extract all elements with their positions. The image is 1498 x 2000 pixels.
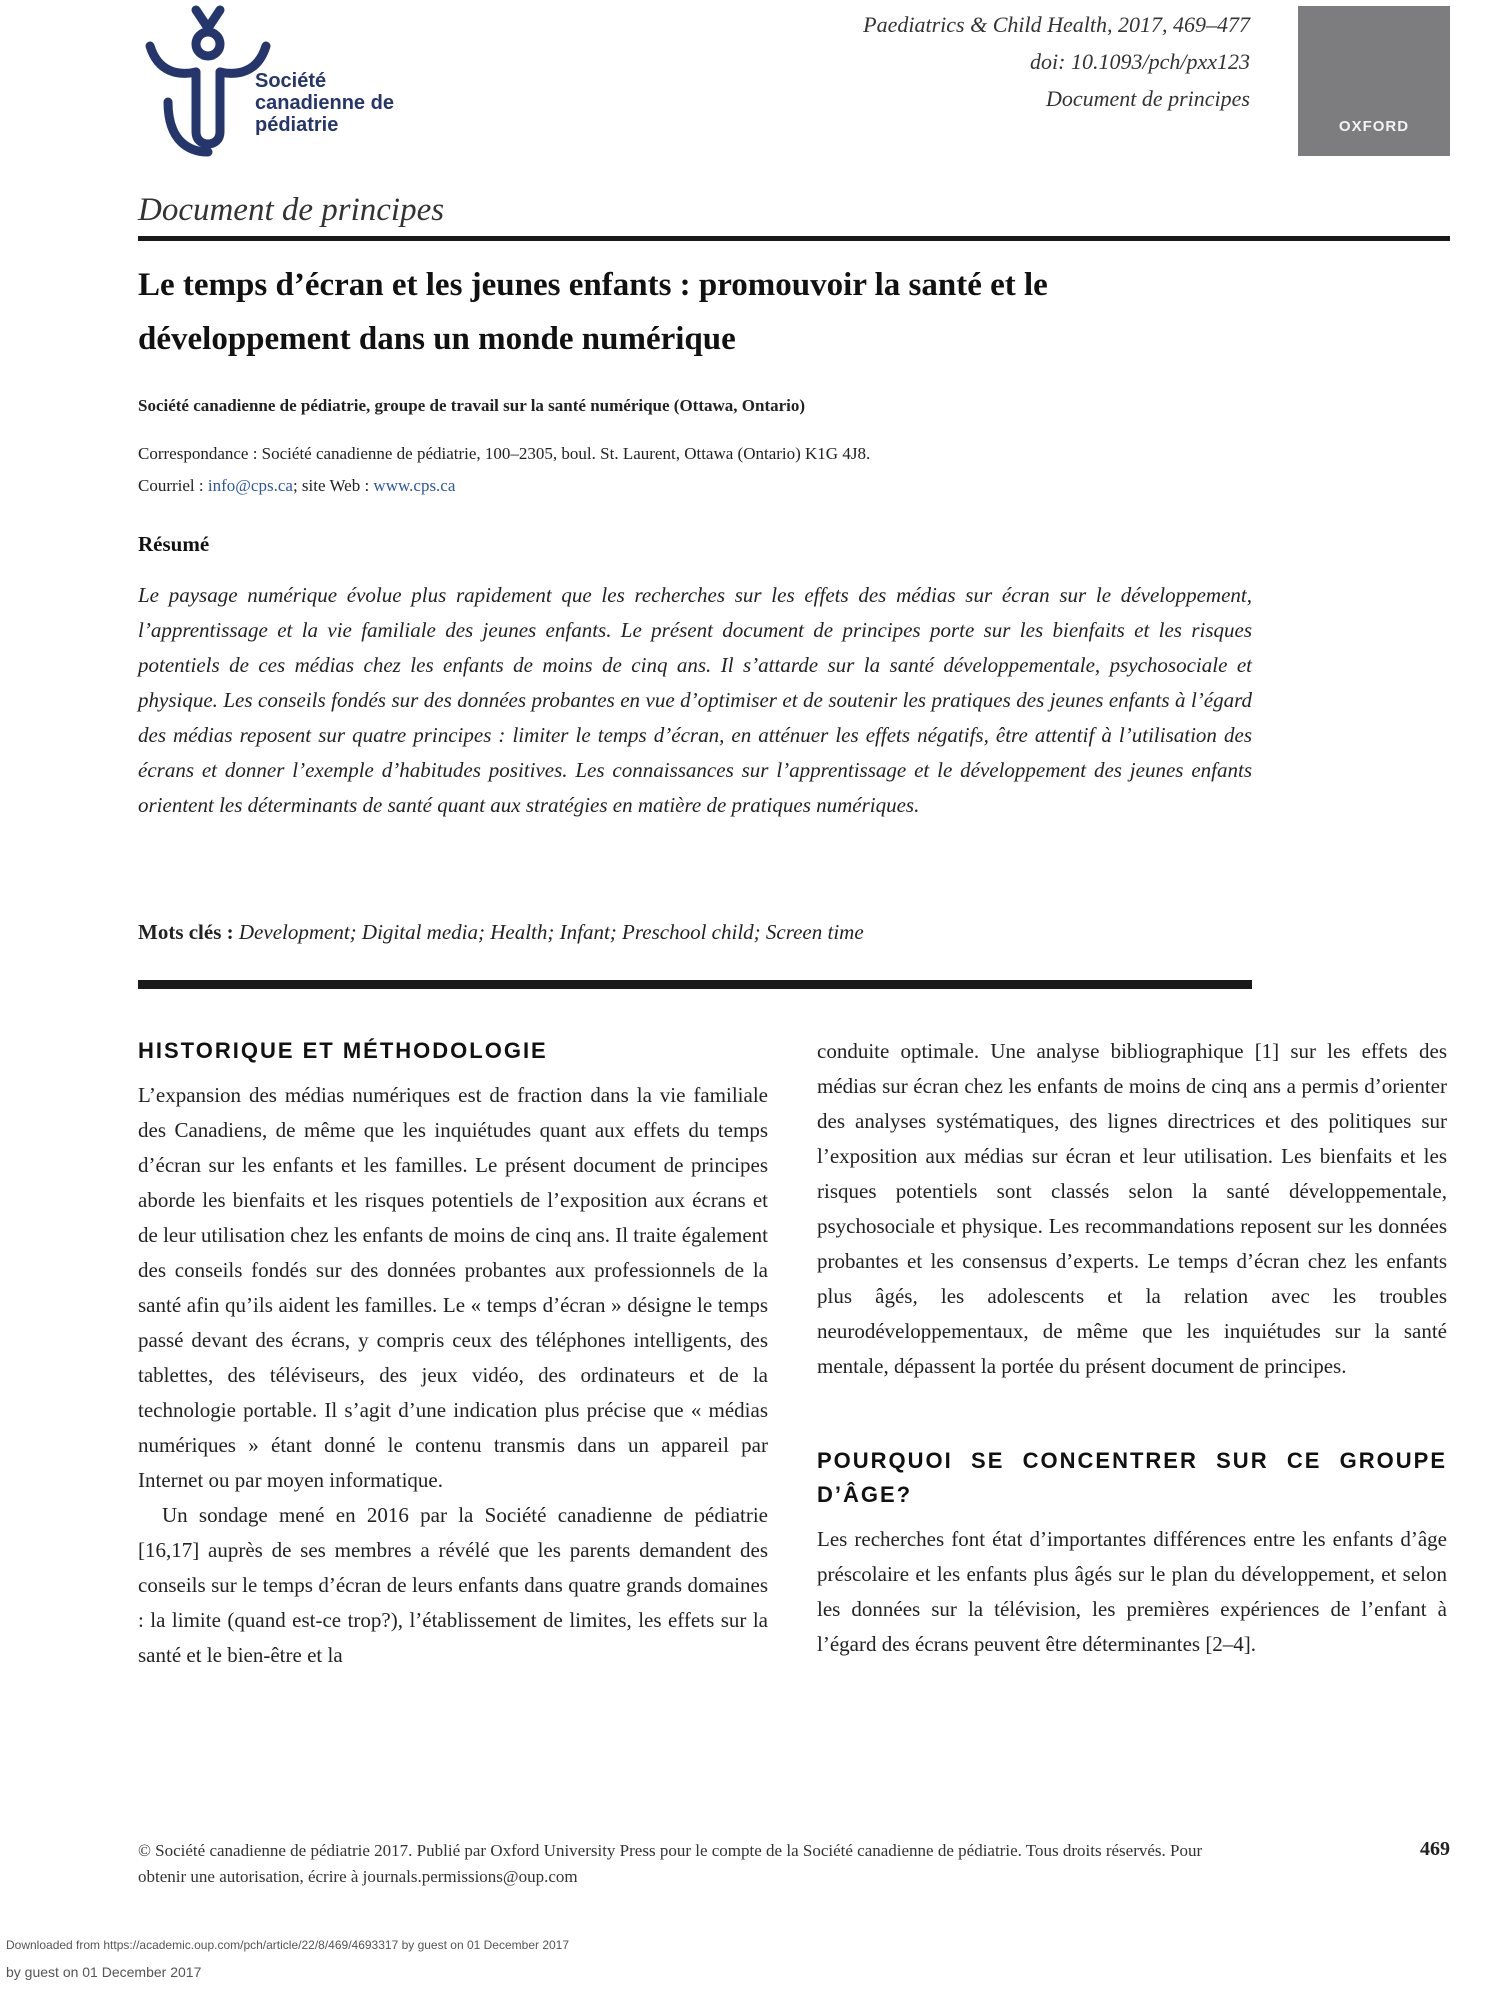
web-link[interactable]: www.cps.ca [373, 476, 456, 495]
web-label: ; site Web : [292, 476, 370, 495]
paragraph: L’expansion des médias numériques est de fraction dans la vie familiale des Canadiens, de même que les inquiétudes quant aux effets du temps d’écran sur les enfants et les familles. Le présent document de principes aborde les bienfaits et les risques potentiels de l’exposition aux écrans et de leur utilisation chez les enfants de moins de cinq ans. Il traite également des conseils fondés sur des données probantes aux professionnels de la santé afin qu’ils aident les familles. Le « temps d’écran » désigne le temps passé devant des écrans, y compris ceux des téléphones intelligents, des tablettes, des téléviseurs, des jeux vidéo, des ordinateurs et de la technologie portable. Il s’agit d’une indication plus précise que « médias numériques » étant donné le contenu transmis dans un appareil par Internet ou par moyen informatique. [138, 1083, 768, 1492]
download-notice-sub: by guest on 01 December 2017 [6, 1964, 202, 1980]
section-heading-age-group: POURQUOI SE CONCENTRER SUR CE GROUPE D’ÂGE? [817, 1448, 1447, 1507]
journal-article-type: Document de principes [1045, 86, 1250, 111]
left-column [138, 1034, 768, 1673]
section-label: Document de principes [138, 192, 445, 228]
page-number: 469 [1420, 1838, 1450, 1860]
correspondence-contacts [138, 470, 1138, 502]
keywords-list: Development; Digital media; Health; Infant; Preschool child; Screen time [238, 920, 864, 944]
journal-doi[interactable]: doi: 10.1093/pch/pxx123 [1030, 49, 1250, 74]
maple-leaf-mark [196, 10, 220, 28]
abstract-text: Le paysage numérique évolue plus rapidement que les recherches sur les effets des médias sur écran sur le développement, l’apprentissage et la vie familiale des jeunes enfants. Le présent document de principes porte sur les bienfaits et les risques potentiels de ces médias chez les enfants de moins de cinq ans. Il s’attarde sur la santé développementale, psychosociale et physique. Les conseils fondés sur des données probantes en vue d’optimiser et de soutenir les pratiques des jeunes enfants à l’égard des médias reposent sur quatre principes : limiter le temps d’écran, en atténuer les effets négatifs, être attentif à l’utilisation des écrans et donner l’exemple d’habitudes positives. Les connaissances sur l’apprentissage et le développement des jeunes enfants orientent les déterminants de santé quant aux stratégies en matière de pratiques numériques. [138, 583, 1252, 817]
paragraph: conduite optimale. Une analyse bibliographique [1] sur les effets des médias sur écran chez les enfants de moins de cinq ans a permis d’orienter des analyses systématiques, des lignes directrices et des politiques sur l’exposition aux médias sur écran et leur utilisation. Les bienfaits et les risques potentiels sont classés selon la santé développementale, psychosociale et physique. Les recommandations reposent sur les données probantes et les consensus d’experts. Le temps d’écran chez les enfants plus âgés, les adolescents et la relation avec les troubles neurodéveloppementaux, de même que les inquiétudes sur la santé mentale, dépassent la portée du présent document de principes. [817, 1039, 1447, 1378]
keywords [138, 920, 1252, 945]
correspondence-address: Correspondance : Société canadienne de pédiatrie, 100–2305, boul. St. Laurent, Ottawa (Ontario) K1G 4J8. [138, 444, 871, 463]
publisher-badge-label: OXFORD [1338, 118, 1410, 135]
paragraph: Un sondage mené en 2016 par la Société canadienne de pédiatrie [16,17] auprès de ses membres a révélé que les parents demandent des conseils sur le temps d’écran de leurs enfants dans quatre grands domaines : la limite (quand est-ce trop?), l’établissement de limites, les effets sur la santé et le bien-être et la [138, 1503, 768, 1667]
article-title: Le temps d’écran et les jeunes enfants : promouvoir la santé et le développement dans un monde numérique [138, 267, 1048, 357]
email-link[interactable]: info@cps.ca [207, 476, 293, 495]
abstract-heading: Résumé [138, 532, 210, 556]
top-divider [138, 236, 1450, 241]
copyright-note: © Société canadienne de pédiatrie 2017. Publié par Oxford University Press pour le compte de la Société canadienne de pédiatrie. Tous droits réservés. Pour obtenir une autorisation, écrire à journals.permissions@oup.com [138, 1841, 1203, 1886]
download-notice[interactable]: Downloaded from https://academic.oup.com/pch/article/22/8/469/4693317 by guest on 01 December 2017 [6, 1938, 570, 1952]
paragraph: Les recherches font état d’importantes différences entre les enfants d’âge préscolaire et les enfants plus âgés sur le plan du développement, et selon les données sur la télévision, les premières expériences de l’enfant à l’égard des écrans peuvent être déterminantes [2–4]. [817, 1527, 1447, 1656]
article-authors: Société canadienne de pédiatrie, groupe de travail sur la santé numérique (Ottawa, Ontario) [138, 396, 806, 415]
journal-meta [863, 6, 1250, 117]
keywords-label: Mots clés : [138, 920, 234, 944]
publisher-badge [1298, 6, 1450, 156]
right-column [817, 1034, 1447, 1662]
section-heading-background: HISTORIQUE ET MÉTHODOLOGIE [138, 1038, 548, 1063]
correspondence [138, 438, 1138, 502]
society-name: Société canadienne de pédiatrie [255, 70, 394, 136]
email-label: Courriel : [138, 476, 204, 495]
journal-citation: Paediatrics & Child Health, 2017, 469–477 [863, 12, 1250, 37]
abstract-divider [138, 980, 1252, 989]
